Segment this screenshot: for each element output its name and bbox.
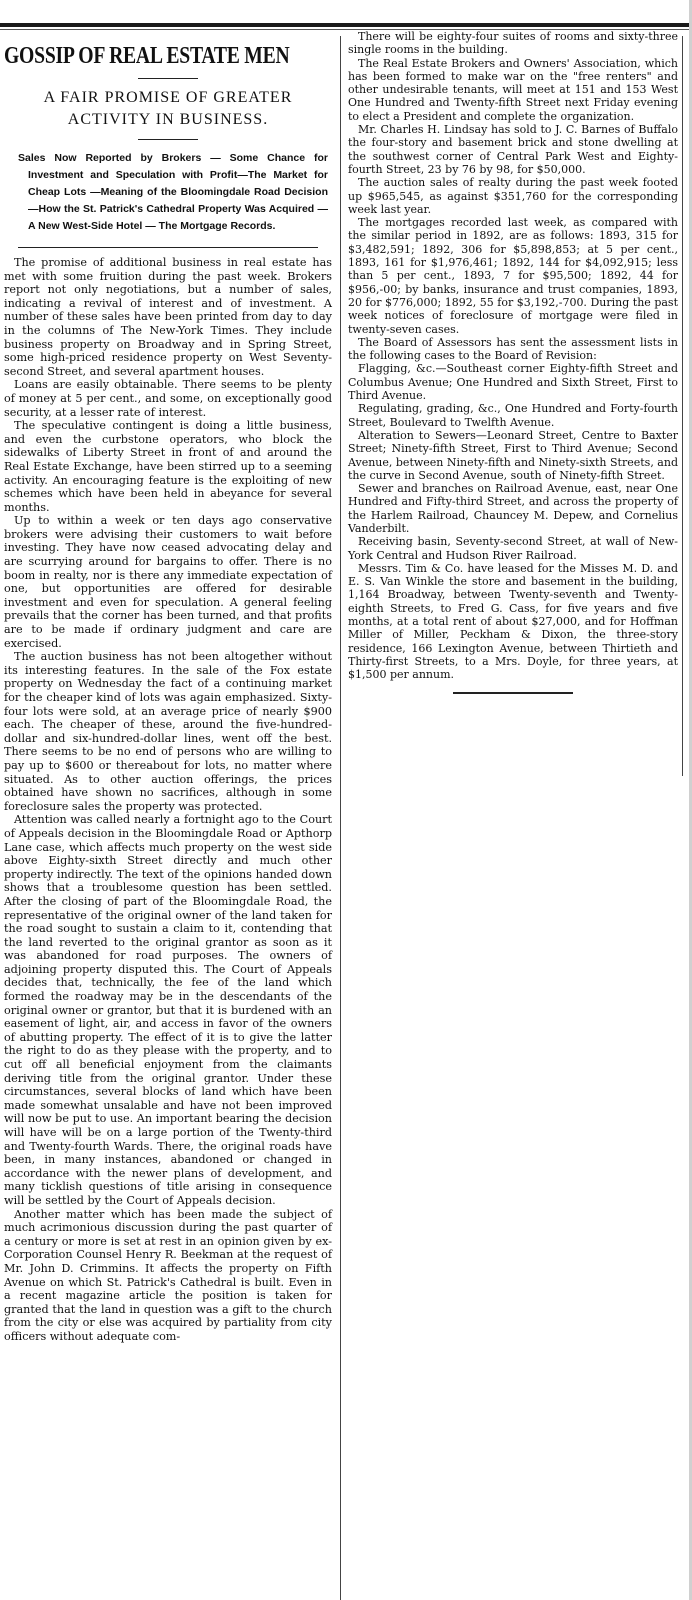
column-separator — [340, 36, 341, 1600]
paragraph: Attention was called nearly a fortnight ago to the Court of Appeals decision in the Bloomingdale Road or Apthorp Lane case, which affects much property on the west side above Eighty-sixth Street directly and much other property indirectly. The text of the opinions handed down shows that a troublesome question has been settled. After the closing of part of the Bloomingdale Road, the representative of the original owner of the land taken for the road sought to sustain a claim to it, contending that the land reverted to the original grantor as soon as it was abandoned for road purposes. The owners of adjoining property disputed this. The Court of Appeals decides that, technically, the fee of the land which formed the roadway may be in the descendants of the original owner or grantor, but that it is burdened with an easement of light, air, and access in favor of the owners of abutting property. The effect of it is to give the latter the right to do as they please with the property, and to cut off all beneficial enjoyment from the claimants deriving title from the original grantor. Under these circumstances, several blocks of land which have been made somewhat unsalable and have not been improved will now be put to use. An important bearing the decision will have will be on a large portion of the Twenty-third and Twenty-fourth Wards. There, the original roads have been, in many instances, abandoned or changed in accordance with the newer plans of development, and many ticklish questions of title arising in consequence will be settled by the Court of Appeals decision. — [4, 813, 332, 1207]
paragraph: Alteration to Sewers—Leonard Street, Centre to Baxter Street; Ninety-fifth Street, First to Third Avenue; Second Avenue, between Ninety-fifth and Ninety-sixth Streets, and the curve in Second Avenue, south of Ninety-fifth Street. — [348, 428, 678, 482]
paragraph: Flagging, &c.—Southeast corner Eighty-fifth Street and Columbus Avenue; One Hundred and Sixth Street, First to Third Avenue. — [348, 362, 678, 403]
paragraph: The mortgages recorded last week, as compared with the similar period in 1892, are as follows: 1893, 315 for $3,482,591; 1892, 306 for $5,898,853; at 5 per cent., 1893, 161 for $1,976,461; 1892, 144 for $4,092,915; less than 5 per cent., 1893, 7 for $95,500; 1892, 44 for $956,-00; by banks, insurance and trust companies, 1893, 20 for $776,000; 1892, 55 for $3,192,-700. During the past week notices of foreclosure of mortgage were filed in twenty-seven cases. — [348, 216, 678, 336]
right-column-border — [682, 36, 683, 776]
paragraph: The auction business has not been altogether without its interesting features. In the sale of the Fox estate property on Wednesday the fact of a continuing market for the cheaper kind of lots was again emphasized. Sixty-four lots were sold, at an average price of nearly $900 each. The cheaper of these, around the five-hundred-dollar and six-hundred-dollar lines, went off the best. There seems to be no end of persons who are willing to pay up to $600 or thereabout for lots, no matter where situated. As to other auction offerings, the prices obtained have shown no sacrifices, although in some foreclosure sales the property was protected. — [4, 650, 332, 813]
paragraph: Receiving basin, Seventy-second Street, at wall of New-York Central and Hudson River Railroad. — [348, 535, 678, 562]
article-end-rule — [453, 692, 573, 694]
paragraph: Messrs. Tim & Co. have leased for the Misses M. D. and E. S. Van Winkle the store and basement in the building, 1,164 Broadway, between Twenty-seventh and Twenty-eighth Streets, to Fred G. Cass, for five years and five months, at a total rent of about $27,000, and for Hoffman Miller of Miller, Peckham & Dixon, the three-story residence, 166 Lexington Avenue, between Thirtieth and Thirty-first Streets, to a Mrs. Doyle, for three years, at $1,500 per annum. — [348, 561, 678, 682]
paragraph: Sewer and branches on Railroad Avenue, east, near One Hundred and Fifty-third Street, and across the property of the Harlem Railroad, Chauncey M. Depew, and Cornelius Vanderbilt. — [348, 482, 678, 535]
right-column — [348, 30, 678, 694]
article-headline: GOSSIP OF REAL ESTATE MEN — [4, 43, 290, 69]
deck-rule — [18, 247, 318, 248]
article-subheadline: A FAIR PROMISE OF GREATER ACTIVITY IN BUSINESS. — [43, 89, 293, 128]
paragraph: The speculative contingent is doing a little business, and even the curbstone operators, who block the sidewalks of Liberty Street in front of and around the Real Estate Exchange, have been stirred up to a seeming activity. An encouraging feature is the exploiting of new schemes which have been held in abeyance for several months. — [4, 419, 332, 514]
paragraph: There will be eighty-four suites of rooms and sixty-three single rooms in the building. — [348, 30, 678, 57]
article-deck: Sales Now Reported by Brokers — Some Chance for Investment and Speculation with Profit—The Market for Cheap Lots —Meaning of the Bloomingdale Road Decision—How the St. Patrick's Cathedral Property Was Acquired — A New West-Side Hotel — The Mortgage Records. — [18, 152, 328, 232]
paragraph: Regulating, grading, &c., One Hundred and Forty-fourth Street, Boulevard to Twelfth Avenue. — [348, 402, 678, 429]
paragraph: The Board of Assessors has sent the assessment lists in the following cases to the Board of Revision: — [348, 335, 678, 363]
headline-rule — [138, 78, 198, 79]
paragraph: Mr. Charles H. Lindsay has sold to J. C. Barnes of Buffalo the four-story and basement brick and stone dwelling at the southwest corner of Central Park West and Eighty-fourth Street, 23 by 76 by 98, for $50,000. — [348, 123, 678, 176]
paragraph: The promise of additional business in real estate has met with some fruition during the past week. Brokers report not only negotiations, but a number of sales, indicating a revival of interest and of investment. A number of these sales have been printed from day to day in the columns of The New-York Times. They include business property on Broadway and in Spring Street, some high-priced residence property on West Seventy-second Street, and several apartment houses. — [4, 256, 332, 378]
paragraph: The auction sales of realty during the past week footed up $965,545, as against $351,760 for the corresponding week last year. — [348, 176, 678, 216]
paragraph: Another matter which has been made the subject of much acrimonious discussion during the past quarter of a century or more is set at rest in an opinion given by ex-Corporation Counsel Henry R. Beekman at the request of Mr. John D. Crimmins. It affects the property on Fifth Avenue on which St. Patrick's Cathedral is built. Even in a recent magazine article the position is taken for granted that the land in question was a gift to the church from the city or else was acquired by partiality from city officers without adequate com- — [4, 1207, 332, 1343]
masthead-rule — [0, 23, 692, 27]
subheadline-rule — [138, 139, 198, 140]
paragraph: Up to within a week or ten days ago conservative brokers were advising their customers to wait before investing. They have now ceased advocating delay and are scurrying around for bargains to offer. There is no boom in realty, nor is there any immediate expectation of one, but opportunities are offered for desirable investment and even for speculation. A general feeling prevails that the corner has been turned, and that profits are to be made if ordinary judgment and care are exercised. — [4, 514, 332, 650]
paragraph: The Real Estate Brokers and Owners' Association, which has been formed to make war on the "free renters" and other undesirable tenants, will meet at 151 and 153 West One Hundred and Twenty-fifth Street next Friday evening to elect a President and complete the organization. — [348, 56, 678, 123]
paragraph: Loans are easily obtainable. There seems to be plenty of money at 5 per cent., and some, on exceptionally good security, at a lesser rate of interest. — [4, 378, 332, 419]
left-column — [4, 36, 332, 1344]
